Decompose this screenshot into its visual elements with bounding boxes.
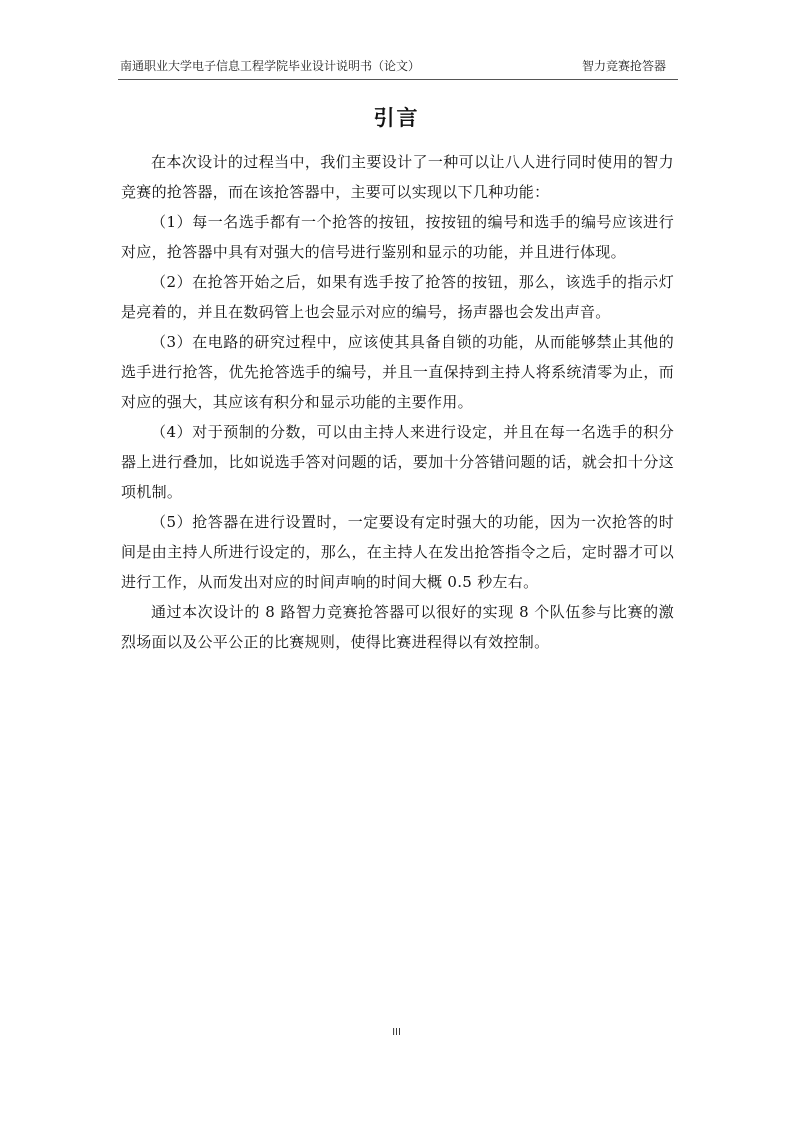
page-title: 引言 — [373, 105, 420, 130]
page-header — [120, 56, 676, 76]
body-text — [121, 147, 674, 657]
function-item-1: （1）每一名选手都有一个抢答的按钮，按按钮的编号和选手的编号应该进行对应，抢答器中具有对强大的信号进行鉴别和显示的功能，并且进行体现。 — [121, 213, 674, 261]
page-number: III — [392, 1027, 401, 1038]
function-item-4: （4）对于预制的分数，可以由主持人来进行设定，并且在每一名选手的积分器上进行叠加，比如说选手答对问题的话，要加十分答错问题的话，就会扣十分这项机制。 — [121, 423, 674, 501]
header-divider — [118, 79, 678, 80]
function-item-3: （3）在电路的研究过程中，应该使其具备自锁的功能，从而能够禁止其他的选手进行抢答，优先抢答选手的编号，并且一直保持到主持人将系统清零为止，而对应的强大，其应该有积分和显示功能的主要作用。 — [121, 333, 674, 411]
header-section-title: 智力竞赛抢答器 — [581, 59, 666, 73]
header-document-title: 南通职业大学电子信息工程学院毕业设计说明书（论文） — [120, 59, 421, 73]
function-item-2: （2）在抢答开始之后，如果有选手按了抢答的按钮，那么，该选手的指示灯是亮着的，并且在数码管上也会显示对应的编号，扬声器也会发出声音。 — [121, 273, 674, 321]
intro-paragraph: 在本次设计的过程当中，我们主要设计了一种可以让八人进行同时使用的智力竞赛的抢答器，而在该抢答器中，主要可以实现以下几种功能： — [121, 153, 674, 201]
conclusion-paragraph: 通过本次设计的 8 路智力竞赛抢答器可以很好的实现 8 个队伍参与比赛的激烈场面以及公平公正的比赛规则，使得比赛进程得以有效控制。 — [121, 603, 674, 651]
function-item-5: （5）抢答器在进行设置时，一定要设有定时强大的功能，因为一次抢答的时间是由主持人所进行设定的，那么，在主持人在发出抢答指令之后，定时器才可以进行工作，从而发出对应的时间声响的时间大概 0.5 秒左右。 — [121, 513, 674, 591]
